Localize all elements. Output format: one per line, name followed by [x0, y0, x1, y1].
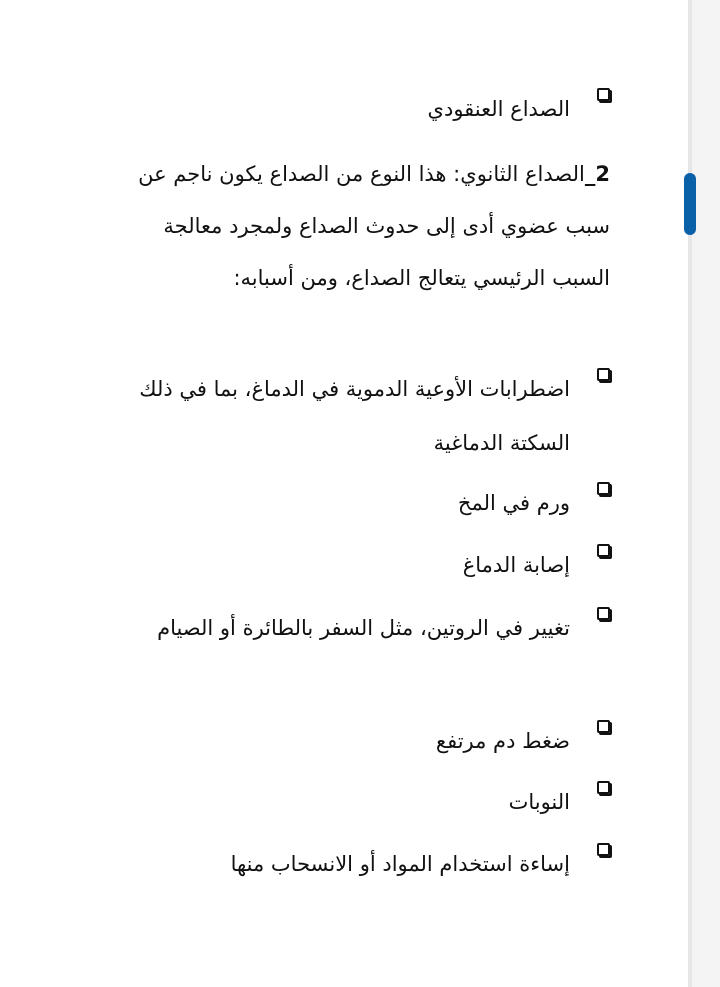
checkbox-bullet-icon — [597, 720, 610, 733]
checkbox-bullet-icon — [597, 781, 610, 794]
list-item — [90, 775, 610, 829]
checkbox-bullet-icon — [597, 88, 610, 101]
list-item — [90, 837, 610, 891]
list-item-text: اضطرابات الأوعية الدموية في الدماغ، بما في ذلك السكتة الدماغية — [139, 377, 570, 455]
list-item-text: ورم في المخ — [457, 491, 570, 515]
list-item-text: الصداع العنقودي — [427, 97, 570, 121]
list-item — [90, 362, 610, 470]
paragraph-text: الصداع الثانوي: هذا النوع من الصداع يكون ناجم عن سبب عضوي أدى إلى حدوث الصداع ولمجرد معالجة السبب الرئيسي يتعالج الصداع، ومن أسبابه: — [138, 162, 610, 290]
list-item-text: ضغط دم مرتفع — [435, 729, 570, 753]
list-item-text: إساءة استخدام المواد أو الانسحاب منها — [230, 852, 570, 876]
list-item-text: إصابة الدماغ — [462, 553, 570, 577]
list-item — [90, 82, 610, 136]
paragraph-number: 2_ — [584, 162, 610, 186]
list-item-text: النوبات — [508, 790, 570, 814]
document-content — [90, 0, 610, 987]
list-item-text: تغيير في الروتين، مثل السفر بالطائرة أو الصيام — [157, 616, 570, 640]
checkbox-bullet-icon — [597, 544, 610, 557]
checkbox-bullet-icon — [597, 482, 610, 495]
checkbox-bullet-icon — [597, 607, 610, 620]
checkbox-bullet-icon — [597, 843, 610, 856]
list-item — [90, 601, 610, 655]
list-item — [90, 538, 610, 592]
checkbox-bullet-icon — [597, 368, 610, 381]
secondary-headache-paragraph — [120, 148, 610, 304]
list-item — [90, 476, 610, 530]
scrollbar-thumb[interactable] — [684, 173, 696, 235]
list-item — [90, 714, 610, 768]
scroll-track[interactable] — [692, 0, 720, 987]
